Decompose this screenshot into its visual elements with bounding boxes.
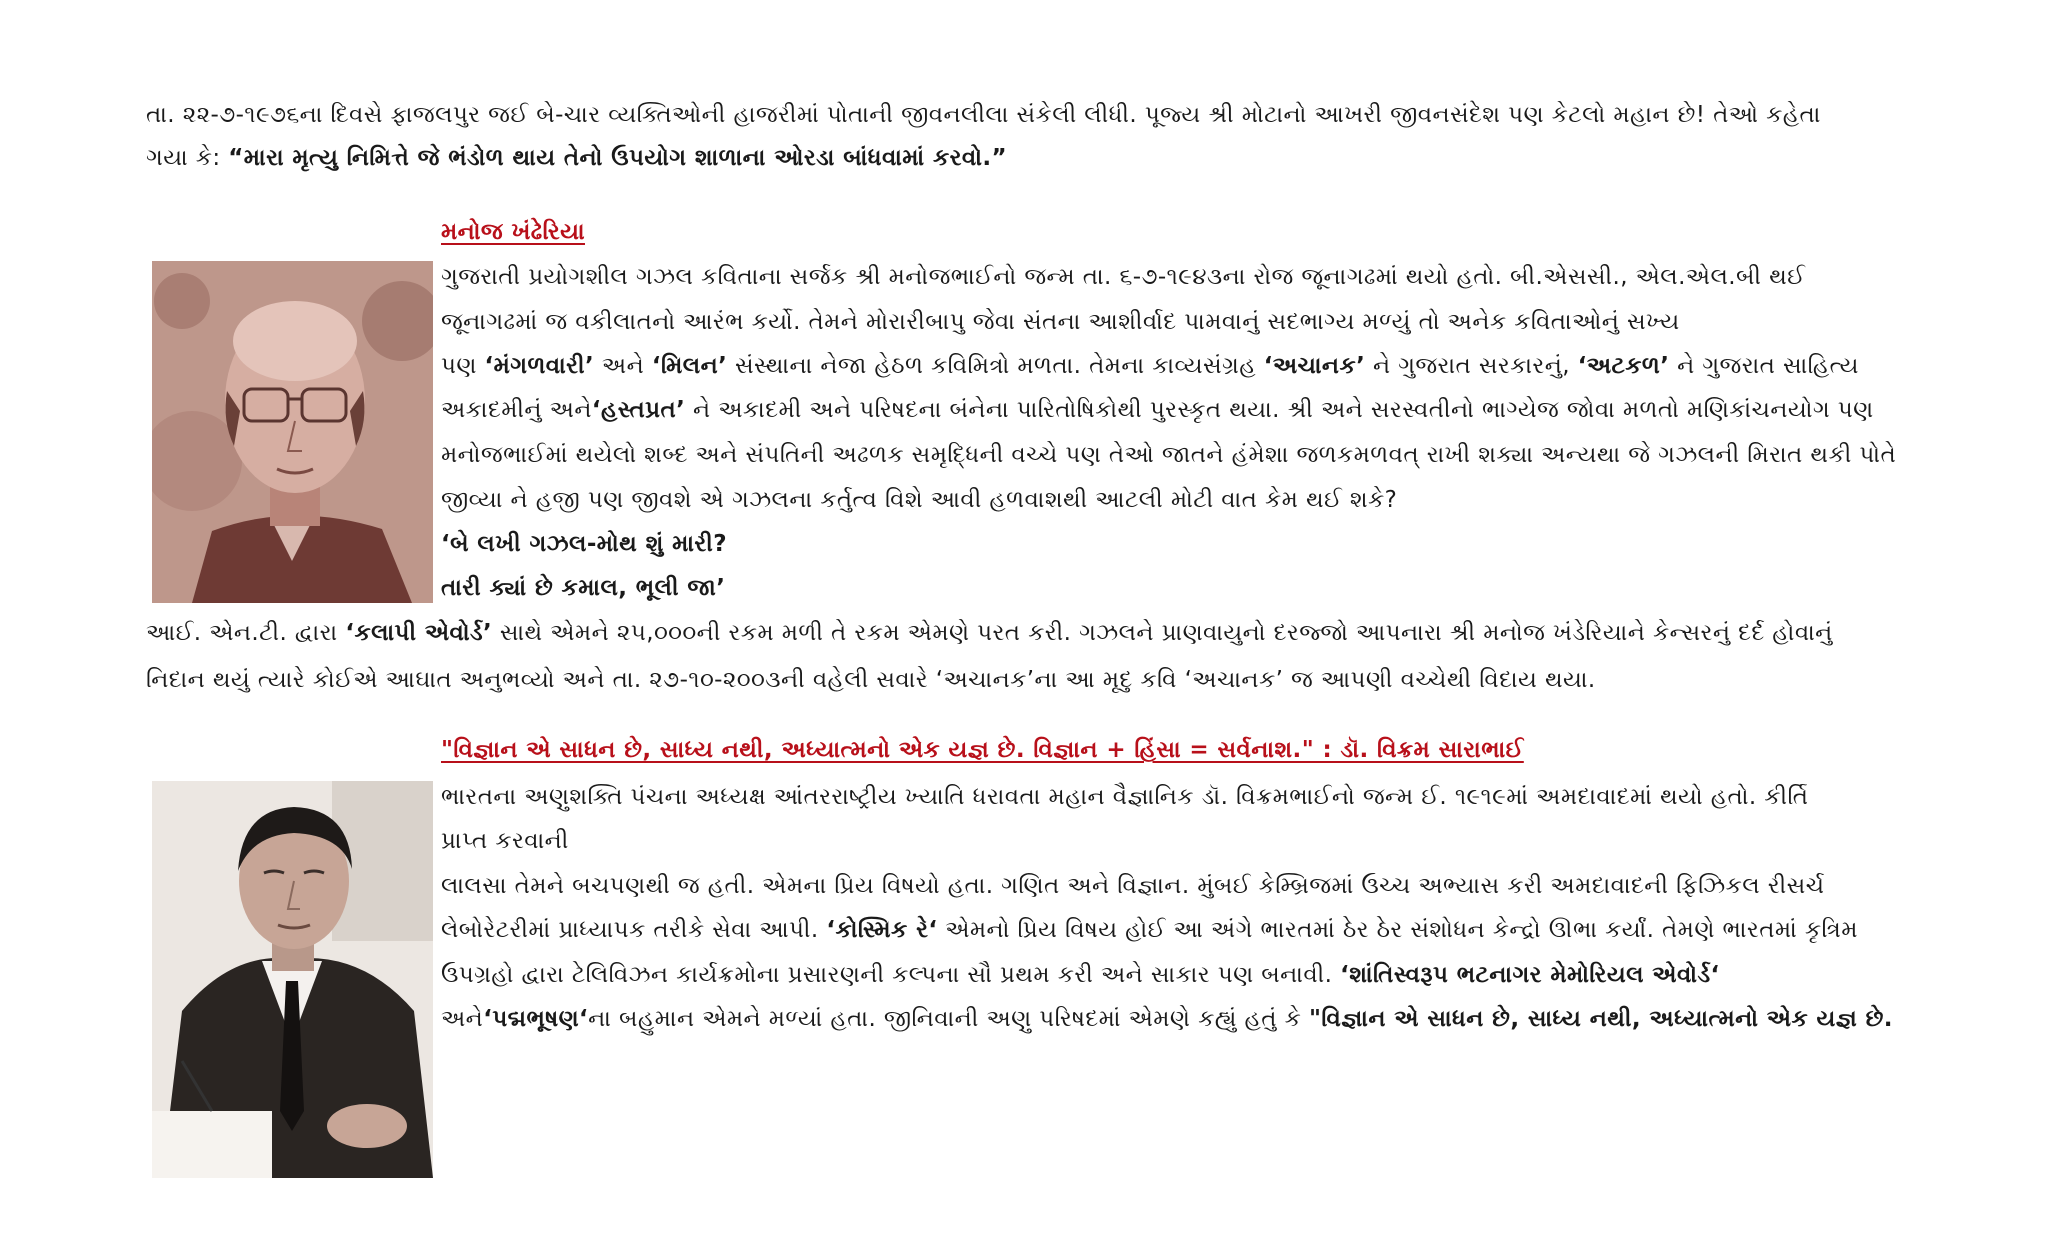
text-run: એમનો પ્રિય વિષય હોઈ આ અંગે ભારતમાં ઠેર ઠેર સંશોધન કેન્દ્રો ઊભા કર્યાં. તેમણે ભારતમાં કૃત્રિમ xyxy=(937,917,1858,943)
title-cosmic-ray: ‘કોસ્મિક રે‘ xyxy=(826,917,938,943)
manoj-line-2: જૂનાગઢમાં જ વકીલાતનો આરંભ કર્યો. તેમને મોરારીબાપુ જેવા સંતના આશીર્વાદ પામવાનું સદભાગ્ય મળ્યું તો અનેક કવિતાઓનું સખ્ય xyxy=(441,309,1680,335)
title-hastaprat: ‘હસ્તપ્રત’ xyxy=(591,397,686,423)
text-run: અકાદમીનું અને xyxy=(441,397,592,423)
title-milan: ‘મિલન’ xyxy=(651,353,728,379)
vikram-line-3: લાલસા તેમને બચપણથી જ હતી. એમના પ્રિય વિષયો હતા. ગણિત અને વિજ્ઞાન. મુંબઈ કેમ્બ્રિજમાં ઉચ્ચ અભ્યાસ કરી અમદાવાદની ફિઝિકલ રીસર્ચ xyxy=(441,873,1825,899)
title-kalapi-award: ‘કલાપી એવોર્ડ’ xyxy=(345,620,493,646)
manoj-line-3 xyxy=(441,351,1859,381)
manoj-line-4 xyxy=(441,395,1874,425)
title-mangalvari: ‘મંગળવારી’ xyxy=(484,353,595,379)
manoj-portrait xyxy=(152,261,433,603)
intro-quote: “મારા મૃત્યુ નિમિત્તે જે ભંડોળ થાય તેનો ઉપયોગ શાળાના ઓરડા બાંધવામાં કરવો.” xyxy=(228,145,1008,171)
ghazal-verse-1: ‘બે લખી ગઝલ-મોથ શું મારી? xyxy=(441,531,728,557)
intro-line-2 xyxy=(146,143,1007,173)
text-run: સંસ્થાના નેજા હેઠળ કવિમિત્રો મળતા. તેમના કાવ્યસંગ્રહ xyxy=(727,353,1264,379)
title-atkal: ‘અટકળ’ xyxy=(1577,353,1670,379)
title-achanak: ‘અચાનક’ xyxy=(1263,353,1366,379)
text-run: અને xyxy=(441,1006,484,1032)
intro-line-1: તા. ૨૨-૭-૧૯૭૬ના દિવસે ફાજલપુર જઈ બે-ચાર વ્યક્તિઓની હાજરીમાં પોતાની જીવનલીલા સંકેલી લીધી. પૂજ્ય શ્રી મોટાનો આખરી જીવનસંદેશ પણ કેટલો મહાન છે! તેઓ કહેતા xyxy=(146,102,1821,128)
text-run: ને ગુજરાત સરકારનું, xyxy=(1365,353,1578,379)
vikram-line-2: પ્રાપ્ત કરવાની xyxy=(441,828,569,854)
manoj-line-1: ગુજરાતી પ્રયોગશીલ ગઝલ કવિતાના સર્જક શ્રી મનોજભાઈનો જન્મ તા. ૬-૭-૧૯૪૩ના રોજ જૂનાગઢમાં થયો હતો. બી.એસસી., એલ.એલ.બી થઈ xyxy=(441,264,1806,290)
vikram-portrait-image xyxy=(152,781,433,1178)
text-run: ઉપગ્રહો દ્વારા ટેલિવિઝન કાર્યક્રમોના પ્રસારણની કલ્પના સૌ પ્રથમ કરી અને સાકાર પણ બનાવી. xyxy=(441,962,1341,988)
manoj-line-5: મનોજભાઈમાં થયેલો શબ્દ અને સંપતિની અઢળક સમૃદ્ધિની વચ્ચે પણ તેઓ જાતને હંમેશા જળકમળવત્ રાખી શક્યા અન્યથા જે ગઝલની મિરાત થકી પોતે xyxy=(441,442,1897,468)
text-run: ને ગુજરાત સાહિત્ય xyxy=(1669,353,1859,379)
manoj-line-9 xyxy=(146,618,1833,648)
ghazal-verse-2: તારી ક્યાં છે કમાલ, ભૂલી જા’ xyxy=(441,575,726,601)
section-heading-vikram: "વિજ્ઞાન એ સાધન છે, સાધ્ય નથી, અધ્યાત્મનો એક યજ્ઞ છે. વિજ્ઞાન + હિંસા = સર્વનાશ." : ડૉ. વિક્રમ સારાભાઈ xyxy=(441,737,1524,763)
intro-line-2-plain: ગયા કે: xyxy=(146,145,229,171)
text-run: આઈ. એન.ટી. દ્વારા xyxy=(146,620,346,646)
vikram-line-5 xyxy=(441,960,1720,990)
text-run: અને xyxy=(594,353,652,379)
manoj-line-6: જીવ્યા ને હજી પણ જીવશે એ ગઝલના કર્તુત્વ વિશે આવી હળવાશથી આટલી મોટી વાત કેમ થઈ શકે? xyxy=(441,487,1398,513)
vikram-line-4 xyxy=(441,915,1858,945)
vikram-quote: "વિજ્ઞાન એ સાધન છે, સાધ્ય નથી, અધ્યાત્મનો એક યજ્ઞ છે. xyxy=(1308,1006,1893,1032)
vikram-portrait xyxy=(152,781,433,1178)
text-run: સાથે એમને ૨૫,૦૦૦ની રકમ મળી તે રકમ એમણે પરત કરી. ગઝલને પ્રાણવાયુનો દરજ્જો આપનારા શ્રી મનોજ ખંડેરિયાને કેન્સરનું દર્દ હોવાનું xyxy=(492,620,1833,646)
vikram-line-6 xyxy=(441,1004,1893,1034)
text-run: લેબોરેટરીમાં પ્રાધ્યાપક તરીકે સેવા આપી. xyxy=(441,917,827,943)
text-run: પણ xyxy=(441,353,485,379)
text-run: ના બહુમાન એમને મળ્યાં હતા. જીનિવાની અણુ પરિષદમાં એમણે કહ્યું હતું કે xyxy=(588,1006,1309,1032)
vikram-line-1: ભારતના અણુશક્તિ પંચના અધ્યક્ષ આંતરરાષ્ટ્રીય ખ્યાતિ ધરાવતા મહાન વૈજ્ઞાનિક ડૉ. વિક્રમભાઈનો જન્મ ઈ. ૧૯૧૯માં અમદાવાદમાં થયો હતો. કીર્તિ xyxy=(441,784,1809,810)
title-bhatnagar-award: ‘શાંતિસ્વરૂપ ભટનાગર મેમોરિયલ એવોર્ડ‘ xyxy=(1340,962,1720,988)
manoj-line-10: નિદાન થયું ત્યારે કોઈએ આઘાત અનુભવ્યો અને તા. ૨૭-૧૦-૨૦૦૩ની વહેલી સવારે ‘અચાનક’ના આ મૃદુ કવિ ‘અચાનક’ જ આપણી વચ્ચેથી વિદાય થયા. xyxy=(146,667,1596,693)
text-run: ને અકાદમી અને પરિષદના બંનેના પારિતોષિકોથી પુરસ્કૃત થયા. શ્રી અને સરસ્વતીનો ભાગ્યેજ જોવા મળતો મણિકાંચનયોગ પણ xyxy=(685,397,1874,423)
manoj-portrait-image xyxy=(152,261,433,603)
section-heading-manoj: મનોજ ખંઢેરિયા xyxy=(441,219,585,245)
title-padmabhushan: ‘પદ્મભૂષણ‘ xyxy=(483,1006,589,1032)
